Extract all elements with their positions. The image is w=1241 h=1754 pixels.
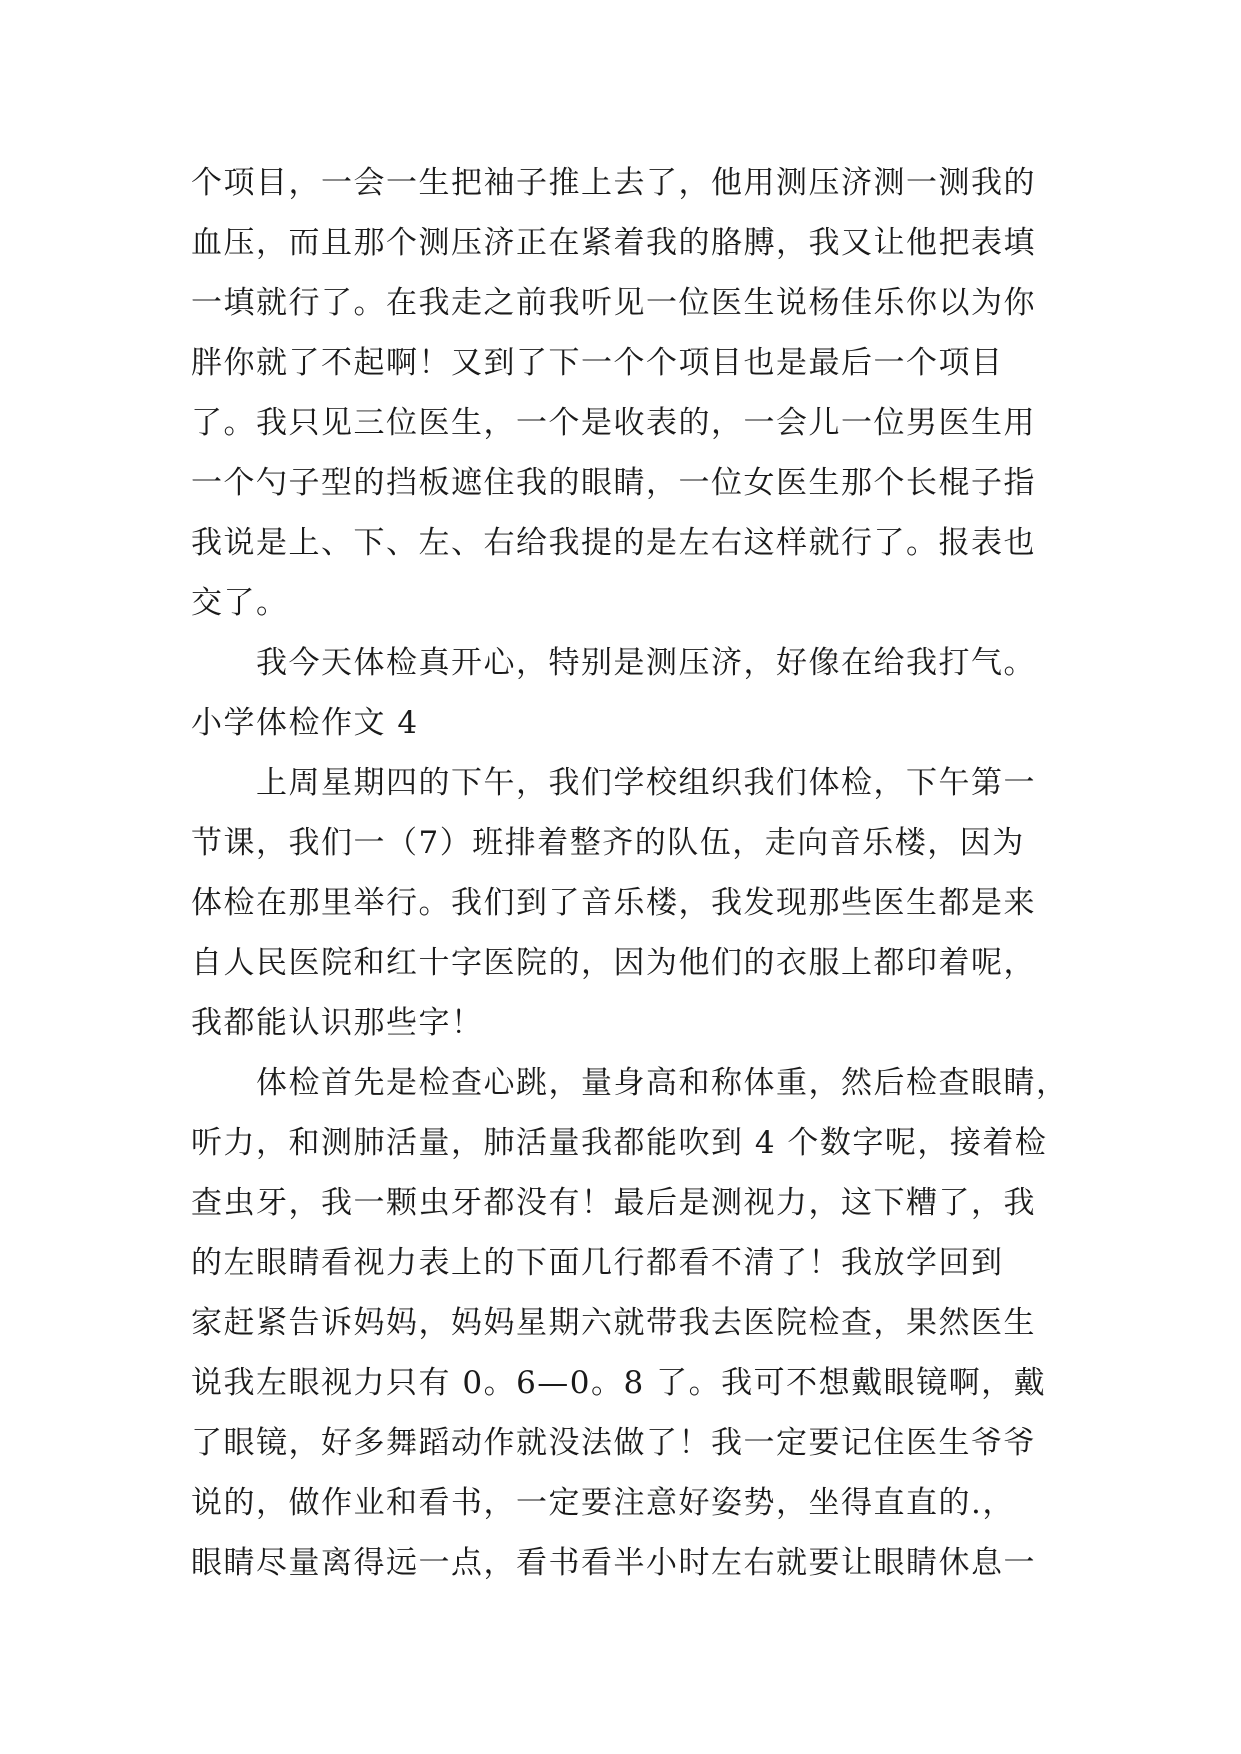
text-line: 个项目，一会一生把袖子推上去了，他用测压济测一测我的 xyxy=(191,165,1036,201)
text-line: 了眼镜，好多舞蹈动作就没法做了！我一定要记住医生爷爷 xyxy=(191,1425,1036,1461)
paragraph-start-line: 我今天体检真开心，特别是测压济，好像在给我打气。 xyxy=(256,645,1036,681)
text-line: 一个勺子型的挡板遮住我的眼睛，一位女医生那个长棍子指 xyxy=(191,465,1036,501)
text-line: 一填就行了。在我走之前我听见一位医生说杨佳乐你以为你 xyxy=(191,285,1036,321)
text-line: 我说是上、下、左、右给我提的是左右这样就行了。报表也 xyxy=(191,525,1036,561)
text-line: 家赶紧告诉妈妈，妈妈星期六就带我去医院检查，果然医生 xyxy=(191,1305,1036,1341)
text-line: 我都能认识那些字！ xyxy=(191,1005,484,1041)
text-line: 体检在那里举行。我们到了音乐楼，我发现那些医生都是来 xyxy=(191,885,1036,921)
text-line: 眼睛尽量离得远一点，看书看半小时左右就要让眼睛休息一 xyxy=(191,1545,1036,1581)
text-line: 血压，而且那个测压济正在紧着我的胳膊，我又让他把表填 xyxy=(191,225,1036,261)
text-line: 了。我只见三位医生，一个是收表的，一会儿一位男医生用 xyxy=(191,405,1036,441)
text-line: 说的，做作业和看书，一定要注意好姿势，坐得直直的.， xyxy=(191,1485,1015,1521)
text-line: 查虫牙，我一颗虫牙都没有！最后是测视力，这下糟了，我 xyxy=(191,1185,1036,1221)
text-line: 胖你就了不起啊！又到了下一个个项目也是最后一个项目 xyxy=(191,345,1004,381)
paragraph-start-line: 体检首先是检查心跳，量身高和称体重，然后检查眼睛， xyxy=(256,1065,1069,1101)
paragraph-start-line: 上周星期四的下午，我们学校组织我们体检，下午第一 xyxy=(256,765,1036,801)
text-line: 说我左眼视力只有 0。6—0。8 了。我可不想戴眼镜啊，戴 xyxy=(191,1365,1047,1401)
text-line: 交了。 xyxy=(191,585,289,621)
text-line: 节课，我们一（7）班排着整齐的队伍，走向音乐楼，因为 xyxy=(191,825,1025,861)
section-title: 小学体检作文 4 xyxy=(191,705,419,741)
text-line: 听力，和测肺活量，肺活量我都能吹到 4 个数字呢，接着检 xyxy=(191,1125,1048,1161)
text-line: 的左眼睛看视力表上的下面几行都看不清了！我放学回到 xyxy=(191,1245,1004,1281)
text-line: 自人民医院和红十字医院的，因为他们的衣服上都印着呢， xyxy=(191,945,1036,981)
